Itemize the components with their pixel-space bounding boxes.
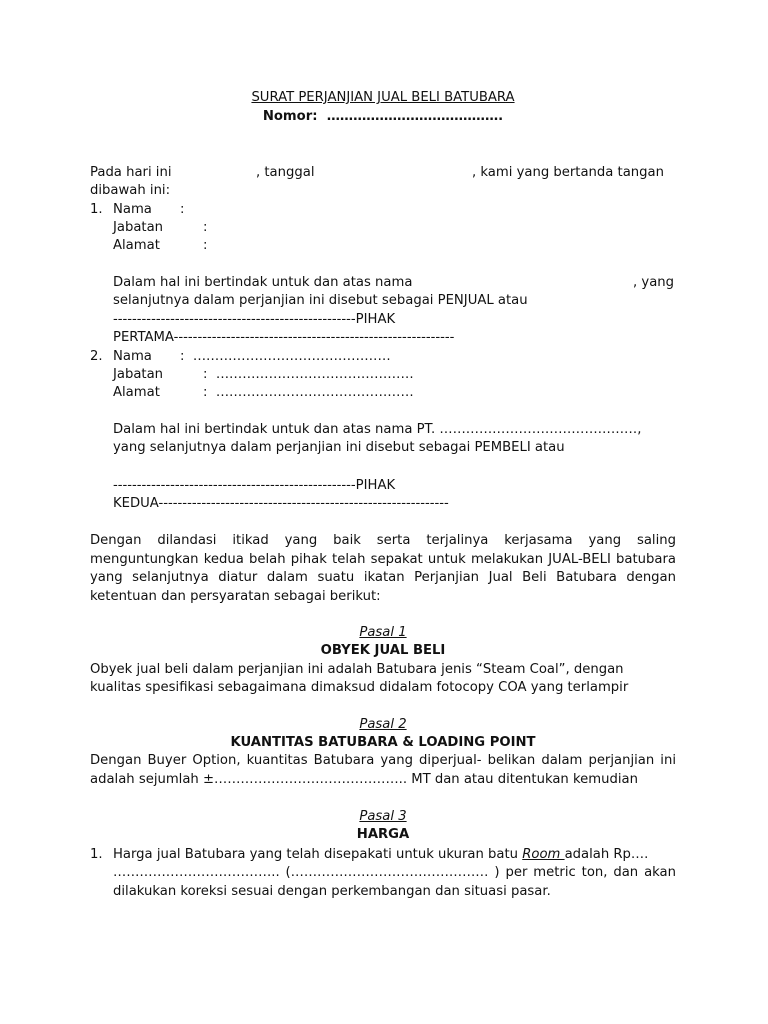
- pasal1-line1: Obyek jual beli dalam perjanjian ini adalah Batubara jenis “Steam Coal”, dengan: [90, 662, 624, 677]
- party2-alamat-label: Alamat: [113, 385, 160, 400]
- party1-pihak-line2: PERTAMA-----------------------------------------------------------: [113, 330, 455, 345]
- document-title: SURAT PERJANJIAN JUAL BELI BATUBARA: [251, 90, 515, 105]
- party2-nama-label: Nama: [113, 349, 152, 364]
- nomor-value: ………………………………….: [326, 109, 504, 124]
- opening-tanggal: , tanggal: [256, 165, 315, 180]
- document-number: [90, 108, 676, 126]
- pasal3-label: Pasal 3: [359, 809, 407, 824]
- party2-represent-line2: yang selanjutnya dalam perjanjian ini disebut sebagai PEMBELI atau: [113, 440, 565, 455]
- opening-kami: , kami yang bertanda tangan: [472, 165, 664, 180]
- party2-pihak-line1: ---------------------------------------------------PIHAK: [113, 478, 396, 493]
- pasal1-label: Pasal 1: [359, 625, 407, 640]
- pasal1-heading: OBYEK JUAL BELI: [320, 643, 446, 658]
- party1-represent-end: , yang: [633, 275, 674, 290]
- party2-alamat-value: : ………………………………………: [203, 385, 414, 400]
- party1-represent-start: Dalam hal ini bertindak untuk dan atas nama: [113, 275, 413, 290]
- party1-jabatan-label: Jabatan: [113, 220, 164, 235]
- party1-pihak-line1: ---------------------------------------------------PIHAK: [113, 312, 396, 327]
- party2-number: 2.: [90, 349, 103, 364]
- pasal3-item1-number: 1.: [90, 847, 103, 862]
- pasal3-item1-end: adalah Rp….: [564, 847, 649, 862]
- party2-nama-value: : ………………………………………: [180, 349, 391, 364]
- intro-paragraph: Dengan dilandasi itikad yang baik serta terjalinya kerjasama yang saling menguntungkan kedua belah pihak telah sepakat untuk melakukan JUAL-BELI batubara yang selanjutnya diatur dalam suatu ikatan Perjanjian Jual Beli Batubara dengan ketentuan dan persyaratan sebagai berikut:: [90, 533, 676, 604]
- pasal2-heading: KUANTITAS BATUBARA & LOADING POINT: [230, 735, 536, 750]
- pasal1-line2: kualitas spesifikasi sebagaimana dimaksud didalam fotocopy COA yang terlampir: [90, 680, 629, 695]
- party1-number: 1.: [90, 202, 103, 217]
- party2-jabatan-value: : ………………………………………: [203, 367, 414, 382]
- party2-represent-line1: Dalam hal ini bertindak untuk dan atas nama PT. ………………………………………,: [113, 422, 642, 437]
- party2-pihak-line2: KEDUA-------------------------------------------------------------: [113, 496, 449, 511]
- pasal3-item1-rest: ……………………………….. (……………………………………… ) per metric ton, dan akan dilakukan koreksi sesuai dengan perkembangan dan situasi pasar.: [113, 865, 676, 899]
- party2-jabatan-label: Jabatan: [113, 367, 164, 382]
- pasal3-item1-line1: [113, 846, 648, 864]
- pasal2-paragraph: Dengan Buyer Option, kuantitas Batubara yang diperjual- belikan dalam perjanjian ini adalah sejumlah ±…………………………………….. MT dan atau ditentukan kemudian: [90, 753, 676, 787]
- opening-pada-hari-ini: Pada hari ini: [90, 165, 172, 180]
- party1-alamat-label: Alamat: [113, 238, 160, 253]
- party1-nama-label: Nama: [113, 202, 152, 217]
- pasal3-item1-start: Harga jual Batubara yang telah disepakati untuk ukuran batu: [113, 847, 523, 862]
- party1-represent-line2: selanjutnya dalam perjanjian ini disebut sebagai PENJUAL atau: [113, 293, 528, 308]
- nomor-label: Nomor:: [262, 109, 318, 124]
- party1-alamat-colon: :: [203, 238, 208, 253]
- party1-nama-colon: :: [180, 202, 185, 217]
- pasal2-label: Pasal 2: [359, 717, 407, 732]
- opening-dibawah: dibawah ini:: [90, 183, 171, 198]
- pasal3-heading: HARGA: [356, 827, 410, 842]
- pasal3-item1-room: Room: [522, 847, 565, 862]
- party1-jabatan-colon: :: [203, 220, 208, 235]
